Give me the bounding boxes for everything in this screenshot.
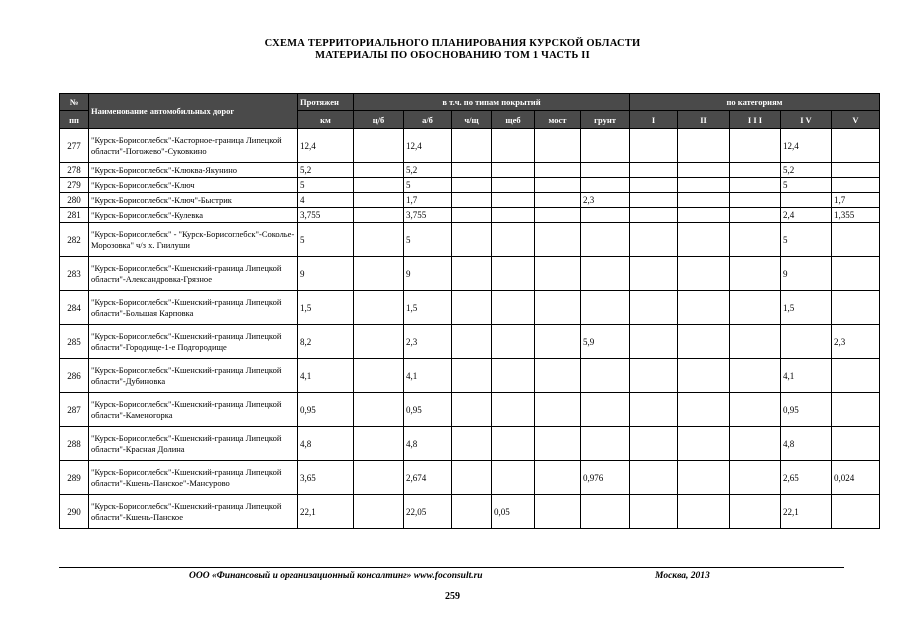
category-3: [730, 427, 781, 461]
surface-most: [535, 223, 581, 257]
category-5: [832, 223, 880, 257]
category-1: [630, 223, 678, 257]
length-km: 9: [298, 257, 354, 291]
length-km: 3,65: [298, 461, 354, 495]
category-5: [832, 257, 880, 291]
category-1: [630, 163, 678, 178]
row-number: 277: [60, 129, 89, 163]
surface-grunt: [581, 393, 630, 427]
category-1: [630, 193, 678, 208]
col-surface-grunt: грунт: [581, 111, 630, 129]
category-2: [678, 257, 730, 291]
category-1: [630, 257, 678, 291]
surface-chsh: [452, 325, 492, 359]
category-5: 2,3: [832, 325, 880, 359]
road-name: "Курск-Борисоглебск"-Кшенский-граница Липецкой области"-Каменогорка: [89, 393, 298, 427]
surface-sheb: [492, 461, 535, 495]
category-2: [678, 291, 730, 325]
row-number: 284: [60, 291, 89, 325]
col-category-group: по категориям: [630, 94, 880, 111]
surface-most: [535, 163, 581, 178]
category-3: [730, 129, 781, 163]
surface-sheb: [492, 257, 535, 291]
table-row: [60, 193, 880, 208]
category-2: [678, 461, 730, 495]
length-km: 3,755: [298, 208, 354, 223]
surface-grunt: [581, 495, 630, 529]
category-2: [678, 208, 730, 223]
surface-cb: [354, 129, 404, 163]
category-2: [678, 178, 730, 193]
surface-cb: [354, 257, 404, 291]
surface-cb: [354, 223, 404, 257]
length-km: 1,5: [298, 291, 354, 325]
road-name: "Курск-Борисоглебск"-Кшенский-граница Липецкой области"-Городище-1-е Подгородище: [89, 325, 298, 359]
surface-chsh: [452, 178, 492, 193]
category-5: [832, 495, 880, 529]
category-2: [678, 393, 730, 427]
surface-cb: [354, 359, 404, 393]
header-subtitle: МАТЕРИАЛЫ ПО ОБОСНОВАНИЮ ТОМ 1 ЧАСТЬ II: [315, 50, 590, 61]
surface-grunt: [581, 223, 630, 257]
category-1: [630, 393, 678, 427]
category-4: [781, 325, 832, 359]
row-number: 289: [60, 461, 89, 495]
document-header: [0, 38, 905, 62]
category-4: 9: [781, 257, 832, 291]
surface-sheb: [492, 223, 535, 257]
table-body: [60, 129, 880, 529]
table-row: [60, 325, 880, 359]
col-length-top: Протяжен: [298, 94, 354, 111]
table-header: [60, 94, 880, 129]
road-name: "Курск-Борисоглебск"-Кшенский-граница Липецкой области"-Большая Карповка: [89, 291, 298, 325]
category-2: [678, 193, 730, 208]
surface-most: [535, 393, 581, 427]
surface-sheb: [492, 325, 535, 359]
category-3: [730, 163, 781, 178]
row-number: 281: [60, 208, 89, 223]
col-surface-cb: ц/б: [354, 111, 404, 129]
col-surface-chsh: ч/щ: [452, 111, 492, 129]
col-length-bottom: км: [298, 111, 354, 129]
category-2: [678, 495, 730, 529]
surface-ab: 5: [404, 178, 452, 193]
surface-chsh: [452, 208, 492, 223]
surface-chsh: [452, 257, 492, 291]
category-1: [630, 291, 678, 325]
table-row: [60, 163, 880, 178]
road-name: "Курск-Борисоглебск"-Кшенский-граница Липецкой области"-Александровка-Грязное: [89, 257, 298, 291]
surface-most: [535, 461, 581, 495]
category-5: 1,7: [832, 193, 880, 208]
table-row: [60, 223, 880, 257]
category-5: [832, 178, 880, 193]
category-1: [630, 208, 678, 223]
category-4: 5,2: [781, 163, 832, 178]
category-1: [630, 325, 678, 359]
surface-grunt: [581, 359, 630, 393]
row-number: 287: [60, 393, 89, 427]
category-3: [730, 359, 781, 393]
surface-ab: 0,95: [404, 393, 452, 427]
category-2: [678, 163, 730, 178]
surface-ab: 4,8: [404, 427, 452, 461]
table-row: [60, 393, 880, 427]
surface-grunt: [581, 291, 630, 325]
road-name: "Курск-Борисоглебск"-Кшенский-граница Липецкой области"-Красная Долина: [89, 427, 298, 461]
length-km: 8,2: [298, 325, 354, 359]
category-3: [730, 193, 781, 208]
category-4: 5: [781, 178, 832, 193]
category-4: 22,1: [781, 495, 832, 529]
col-surface-sheb: щеб: [492, 111, 535, 129]
road-name: "Курск-Борисоглебск"-Ключ: [89, 178, 298, 193]
surface-grunt: [581, 208, 630, 223]
table-row: [60, 427, 880, 461]
category-3: [730, 461, 781, 495]
surface-cb: [354, 461, 404, 495]
road-name: "Курск-Борисоглебск"-Клюква-Якунино: [89, 163, 298, 178]
surface-sheb: [492, 193, 535, 208]
surface-chsh: [452, 427, 492, 461]
category-1: [630, 178, 678, 193]
row-number: 290: [60, 495, 89, 529]
category-2: [678, 223, 730, 257]
surface-sheb: [492, 291, 535, 325]
category-1: [630, 495, 678, 529]
surface-ab: 1,7: [404, 193, 452, 208]
row-number: 285: [60, 325, 89, 359]
length-km: 12,4: [298, 129, 354, 163]
category-1: [630, 359, 678, 393]
length-km: 4,8: [298, 427, 354, 461]
road-name: "Курск-Борисоглебск"-Ключ"-Быстрик: [89, 193, 298, 208]
surface-most: [535, 178, 581, 193]
surface-sheb: [492, 129, 535, 163]
category-3: [730, 223, 781, 257]
surface-ab: 2,674: [404, 461, 452, 495]
surface-ab: 22,05: [404, 495, 452, 529]
roads-table: [59, 93, 880, 529]
category-3: [730, 325, 781, 359]
category-4: 2,65: [781, 461, 832, 495]
category-5: [832, 291, 880, 325]
surface-most: [535, 208, 581, 223]
surface-grunt: [581, 129, 630, 163]
road-name: "Курск-Борисоглебск"-Кшенский-граница Липецкой области"-Дубиновка: [89, 359, 298, 393]
col-category-2: II: [678, 111, 730, 129]
header-title: СХЕМА ТЕРРИТОРИАЛЬНОГО ПЛАНИРОВАНИЯ КУРСКОЙ ОБЛАСТИ: [264, 38, 641, 49]
surface-cb: [354, 393, 404, 427]
category-5: [832, 427, 880, 461]
surface-cb: [354, 178, 404, 193]
surface-grunt: [581, 427, 630, 461]
surface-sheb: [492, 178, 535, 193]
category-3: [730, 495, 781, 529]
surface-cb: [354, 208, 404, 223]
road-name: "Курск-Борисоглебск"-Касторное-граница Липецкой области"-Погожево"-Суковкино: [89, 129, 298, 163]
category-4: 1,5: [781, 291, 832, 325]
surface-chsh: [452, 129, 492, 163]
footer-company: ООО «Финансовый и организационный консалтинг» www.foconsult.ru: [189, 571, 483, 581]
col-name-header: Наименование автомобильных дорог: [89, 94, 298, 129]
surface-grunt: [581, 163, 630, 178]
surface-ab: 4,1: [404, 359, 452, 393]
surface-sheb: [492, 393, 535, 427]
category-1: [630, 129, 678, 163]
category-4: [781, 193, 832, 208]
category-5: [832, 129, 880, 163]
surface-ab: 12,4: [404, 129, 452, 163]
category-3: [730, 208, 781, 223]
category-4: 0,95: [781, 393, 832, 427]
category-4: 4,8: [781, 427, 832, 461]
category-5: [832, 163, 880, 178]
category-3: [730, 393, 781, 427]
category-5: [832, 393, 880, 427]
col-category-4: I V: [781, 111, 832, 129]
row-number: 282: [60, 223, 89, 257]
col-category-5: V: [832, 111, 880, 129]
col-surface-most: мост: [535, 111, 581, 129]
surface-grunt: [581, 178, 630, 193]
surface-most: [535, 129, 581, 163]
road-name: "Курск-Борисоглебск"-Кулевка: [89, 208, 298, 223]
length-km: 5: [298, 223, 354, 257]
category-4: 12,4: [781, 129, 832, 163]
page-number: 259: [445, 591, 460, 602]
category-4: 4,1: [781, 359, 832, 393]
category-2: [678, 325, 730, 359]
surface-most: [535, 291, 581, 325]
length-km: 5,2: [298, 163, 354, 178]
surface-sheb: [492, 427, 535, 461]
surface-chsh: [452, 495, 492, 529]
row-number: 286: [60, 359, 89, 393]
row-number: 280: [60, 193, 89, 208]
col-category-1: I: [630, 111, 678, 129]
surface-chsh: [452, 223, 492, 257]
col-no-top: №: [60, 94, 89, 111]
surface-grunt: 5,9: [581, 325, 630, 359]
surface-chsh: [452, 359, 492, 393]
category-3: [730, 178, 781, 193]
row-number: 288: [60, 427, 89, 461]
surface-sheb: [492, 208, 535, 223]
surface-sheb: 0,05: [492, 495, 535, 529]
surface-most: [535, 495, 581, 529]
col-surface-ab: а/б: [404, 111, 452, 129]
col-no-bottom: пп: [60, 111, 89, 129]
category-2: [678, 427, 730, 461]
row-number: 279: [60, 178, 89, 193]
length-km: 5: [298, 178, 354, 193]
length-km: 22,1: [298, 495, 354, 529]
category-2: [678, 129, 730, 163]
road-name: "Курск-Борисоглебск" - "Курск-Борисоглебск"-Соколье-Морозовка" ч/з х. Гнилуши: [89, 223, 298, 257]
surface-most: [535, 325, 581, 359]
category-1: [630, 461, 678, 495]
header-row-top: [60, 94, 880, 111]
table-row: [60, 257, 880, 291]
category-3: [730, 291, 781, 325]
row-number: 278: [60, 163, 89, 178]
category-4: 5: [781, 223, 832, 257]
surface-ab: 2,3: [404, 325, 452, 359]
category-4: 2,4: [781, 208, 832, 223]
surface-most: [535, 193, 581, 208]
surface-chsh: [452, 163, 492, 178]
surface-cb: [354, 325, 404, 359]
table-row: [60, 208, 880, 223]
surface-cb: [354, 495, 404, 529]
table-row: [60, 359, 880, 393]
surface-cb: [354, 163, 404, 178]
surface-grunt: 2,3: [581, 193, 630, 208]
col-category-3: I I I: [730, 111, 781, 129]
surface-sheb: [492, 359, 535, 393]
category-5: [832, 359, 880, 393]
surface-most: [535, 359, 581, 393]
footer-city-year: Москва, 2013: [655, 571, 710, 581]
surface-ab: 9: [404, 257, 452, 291]
surface-cb: [354, 193, 404, 208]
surface-sheb: [492, 163, 535, 178]
category-2: [678, 359, 730, 393]
length-km: 4,1: [298, 359, 354, 393]
length-km: 4: [298, 193, 354, 208]
category-5: 1,355: [832, 208, 880, 223]
road-name: "Курск-Борисоглебск"-Кшенский-граница Липецкой области"-Кшень-Панское"-Мансурово: [89, 461, 298, 495]
category-1: [630, 427, 678, 461]
surface-grunt: 0,976: [581, 461, 630, 495]
surface-ab: 3,755: [404, 208, 452, 223]
row-number: 283: [60, 257, 89, 291]
category-3: [730, 257, 781, 291]
surface-ab: 5,2: [404, 163, 452, 178]
surface-cb: [354, 291, 404, 325]
surface-chsh: [452, 193, 492, 208]
surface-grunt: [581, 257, 630, 291]
surface-chsh: [452, 291, 492, 325]
surface-chsh: [452, 393, 492, 427]
surface-chsh: [452, 461, 492, 495]
surface-most: [535, 427, 581, 461]
surface-cb: [354, 427, 404, 461]
surface-ab: 5: [404, 223, 452, 257]
table-row: [60, 495, 880, 529]
surface-most: [535, 257, 581, 291]
document-footer: [59, 567, 844, 581]
surface-ab: 1,5: [404, 291, 452, 325]
col-surface-group: в т.ч. по типам покрытий: [354, 94, 630, 111]
road-name: "Курск-Борисоглебск"-Кшенский-граница Липецкой области"-Кшень-Панское: [89, 495, 298, 529]
table-row: [60, 178, 880, 193]
category-5: 0,024: [832, 461, 880, 495]
table-row: [60, 291, 880, 325]
table-row: [60, 461, 880, 495]
length-km: 0,95: [298, 393, 354, 427]
table-row: [60, 129, 880, 163]
